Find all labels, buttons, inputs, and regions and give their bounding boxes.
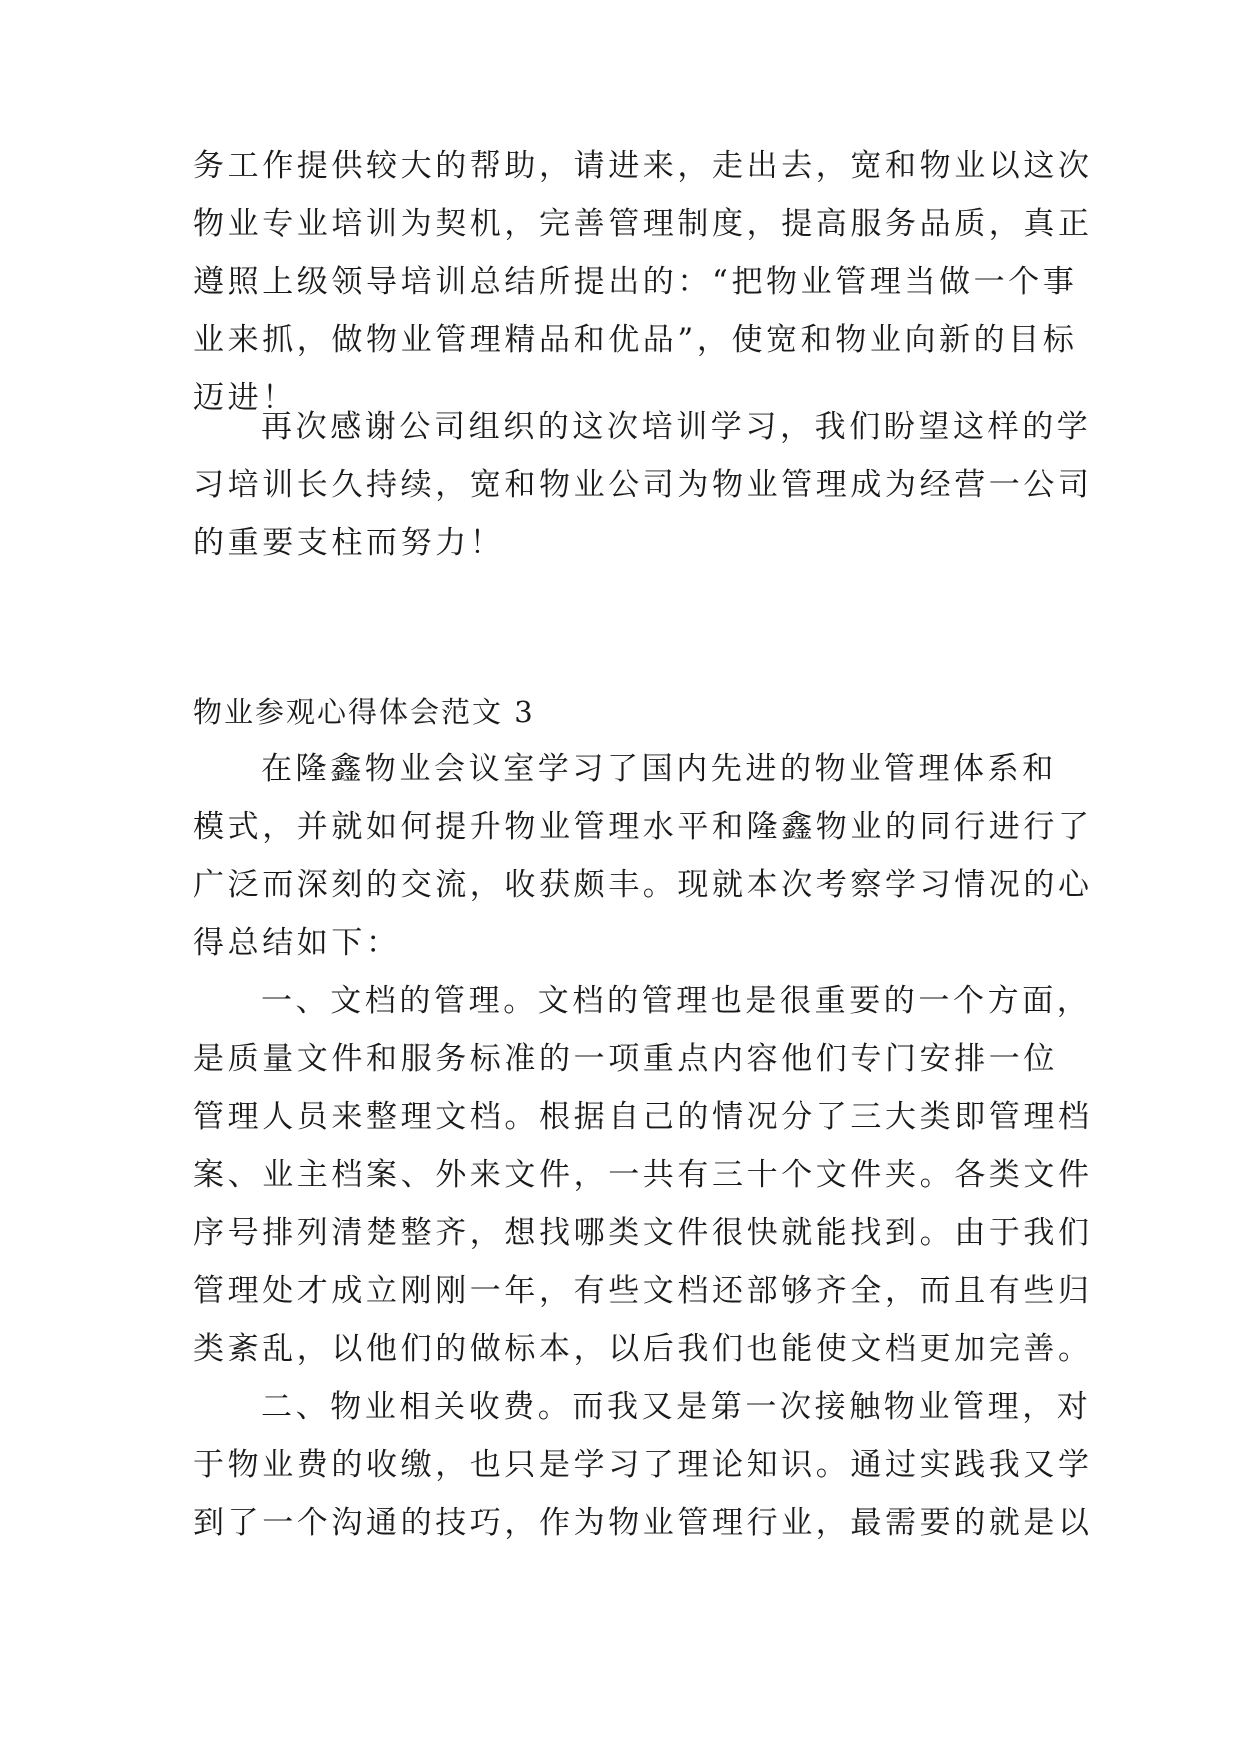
- paragraph-line: 序号排列清楚整齐，想找哪类文件很快就能找到。由于我们: [193, 1215, 1093, 1251]
- paragraph-line: 遵照上级领导培训总结所提出的：“把物业管理当做一个事: [193, 264, 1078, 300]
- point-one-paragraph: [193, 972, 1093, 1378]
- paragraph-line: 物业专业培训为契机，完善管理制度，提高服务品质，真正: [193, 206, 1093, 242]
- paragraph-line: 于物业费的收缴，也只是学习了理论知识。通过实践我又学: [193, 1447, 1093, 1483]
- paragraph-line: 在隆鑫物业会议室学习了国内先进的物业管理体系和: [261, 751, 1057, 787]
- thanks-paragraph: [193, 398, 1093, 572]
- paragraph-line: 二、物业相关收费。而我又是第一次接触物业管理，对: [261, 1389, 1092, 1425]
- paragraph-line: 模式，并就如何提升物业管理水平和隆鑫物业的同行进行了: [193, 809, 1093, 845]
- paragraph-line: 一、文档的管理。文档的管理也是很重要的一个方面，: [261, 983, 1092, 1019]
- paragraph-line: 再次感谢公司组织的这次培训学习，我们盼望这样的学: [261, 409, 1092, 445]
- paragraph-line: 业来抓，做物业管理精品和优品”，使宽和物业向新的目标: [193, 322, 1078, 358]
- paragraph-line: 务工作提供较大的帮助，请进来，走出去，宽和物业以这次: [193, 148, 1093, 184]
- paragraph-line: 广泛而深刻的交流，收获颇丰。现就本次考察学习情况的心: [193, 867, 1093, 903]
- paragraph-line: 得总结如下：: [193, 925, 401, 961]
- paragraph-line: 管理人员来整理文档。根据自己的情况分了三大类即管理档: [193, 1099, 1093, 1135]
- paragraph-line: 案、业主档案、外来文件，一共有三十个文件夹。各类文件: [193, 1157, 1093, 1193]
- point-two-paragraph: [193, 1378, 1093, 1552]
- paragraph-line: 类紊乱，以他们的做标本，以后我们也能使文档更加完善。: [193, 1331, 1093, 1367]
- intro-paragraph: [193, 740, 1093, 972]
- paragraph-line: 管理处才成立刚刚一年，有些文档还部够齐全，而且有些归: [193, 1273, 1093, 1309]
- paragraph-line: 是质量文件和服务标准的一项重点内容他们专门安排一位: [193, 1041, 1058, 1077]
- paragraph-line: 迈进！: [193, 380, 297, 416]
- paragraph-line: 习培训长久持续，宽和物业公司为物业管理成为经营一公司: [193, 467, 1093, 503]
- section-heading: 物业参观心得体会范文 3: [193, 695, 535, 729]
- paragraph-line: 到了一个沟通的技巧，作为物业管理行业，最需要的就是以: [193, 1505, 1093, 1541]
- paragraph-line: 的重要支柱而努力！: [193, 525, 505, 561]
